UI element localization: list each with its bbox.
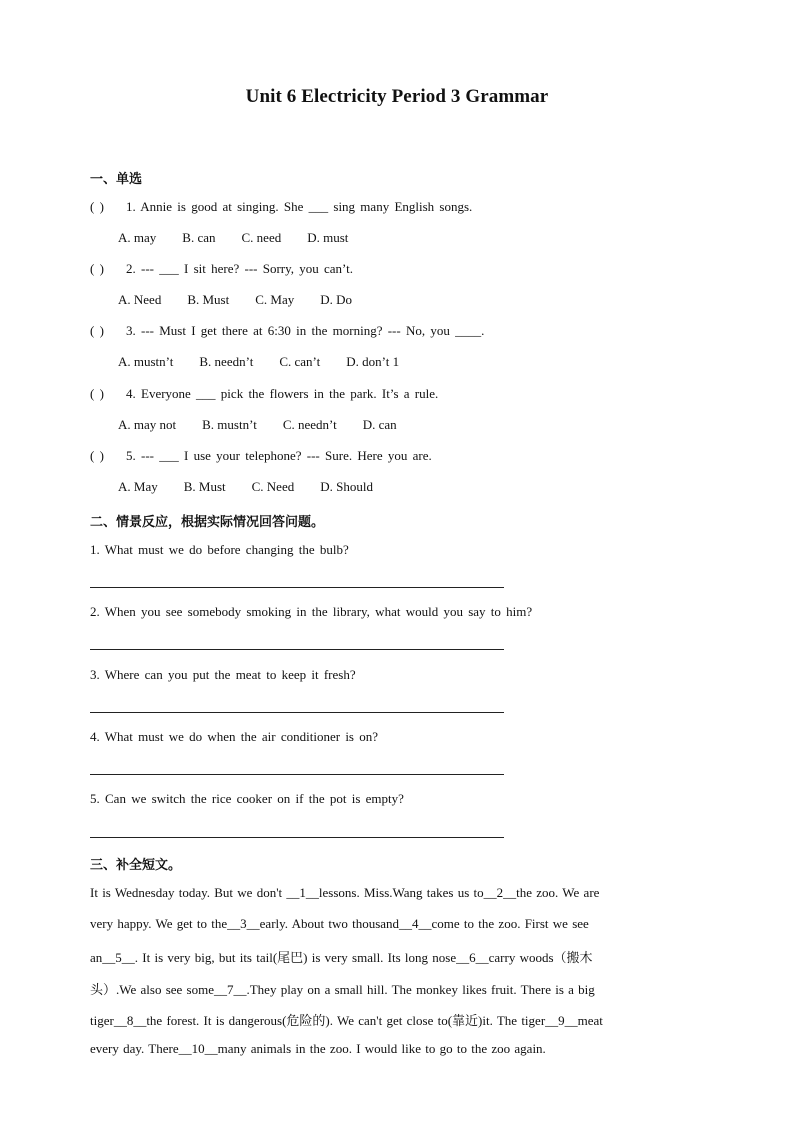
passage-line-6: every day. There__10__many animals in the zoo. I would like to go to the zoo again.: [90, 1041, 546, 1056]
passage-line-1: It is Wednesday today. But we don't __1__lessons. Miss.Wang takes us to__2__the zoo. We are: [90, 885, 600, 900]
page-title: Unit 6 Electricity Period 3 Grammar: [245, 86, 549, 107]
option-b: B. Must: [183, 479, 226, 494]
answer-paren[interactable]: ( ): [90, 448, 104, 463]
answer-line-5[interactable]: [90, 837, 504, 838]
option-a: A. may not: [118, 417, 177, 432]
option-c: C. need: [241, 230, 282, 245]
open-question-2: 2. When you see somebody smoking in the library, what would you say to him?: [90, 604, 533, 619]
answer-line-1[interactable]: [90, 587, 504, 588]
answer-paren[interactable]: ( ): [90, 199, 104, 214]
option-a: A. mustn’t: [118, 354, 174, 369]
question-text: 5. --- ___ I use your telephone? --- Sure. Here you are.: [126, 448, 432, 463]
option-d: D. Do: [320, 292, 353, 307]
question-text: 4. Everyone ___ pick the flowers in the park. It’s a rule.: [126, 386, 439, 401]
option-c: C. Need: [251, 479, 295, 494]
question-3: [90, 323, 484, 339]
question-4: [90, 386, 438, 402]
open-question-4: 4. What must we do when the air conditioner is on?: [90, 729, 379, 744]
option-a: A. may: [118, 230, 157, 245]
open-question-5: 5. Can we switch the rice cooker on if the pot is empty?: [90, 791, 404, 806]
answer-paren[interactable]: ( ): [90, 261, 104, 276]
passage-line-2: very happy. We get to the__3__early. About two thousand__4__come to the zoo. First we see: [90, 916, 589, 931]
question-2: [90, 261, 353, 277]
passage-line-5: tiger__8__the forest. It is dangerous(危险的). We can't get close to(靠近)it. The tiger__9__meat: [90, 1013, 603, 1028]
question-text: 3. --- Must I get there at 6:30 in the morning? --- No, you ____.: [126, 323, 485, 338]
question-text: 1. Annie is good at singing. She ___ sing many English songs.: [126, 199, 473, 214]
question-4-options: [118, 417, 423, 433]
question-5-options: [118, 479, 399, 495]
question-5: [90, 448, 432, 464]
section-3-heading: 三、补全短文。: [90, 858, 182, 873]
option-a: A. May: [118, 479, 158, 494]
question-text: 2. --- ___ I sit here? --- Sorry, you can’t.: [126, 261, 354, 276]
passage-line-4: 头）.We also see some__7__.They play on a small hill. The monkey likes fruit. There is a big: [90, 982, 595, 997]
option-d: D. can: [362, 417, 397, 432]
section-2-heading: 二、情景反应，根据实际情况回答问题。: [90, 515, 325, 530]
question-2-options: [118, 292, 378, 308]
option-d: D. Should: [320, 479, 373, 494]
question-1-options: [118, 230, 374, 246]
question-3-options: [118, 354, 425, 370]
answer-line-4[interactable]: [90, 774, 504, 775]
question-1: [90, 199, 472, 215]
option-c: C. May: [255, 292, 295, 307]
open-question-1: 1. What must we do before changing the bulb?: [90, 542, 349, 557]
option-b: B. needn’t: [199, 354, 254, 369]
option-b: B. mustn’t: [202, 417, 257, 432]
section-1-heading: 一、单选: [90, 172, 143, 187]
answer-line-3[interactable]: [90, 712, 504, 713]
option-c: C. can’t: [279, 354, 321, 369]
answer-paren[interactable]: ( ): [90, 323, 104, 338]
option-a: A. Need: [118, 292, 162, 307]
answer-paren[interactable]: ( ): [90, 386, 104, 401]
option-b: B. Must: [187, 292, 230, 307]
passage-line-3: an__5__. It is very big, but its tail(尾巴) is very small. Its long nose__6__carry woods（搬木: [90, 950, 593, 965]
option-b: B. can: [182, 230, 216, 245]
option-d: D. don’t 1: [346, 354, 400, 369]
option-d: D. must: [307, 230, 349, 245]
option-c: C. needn’t: [282, 417, 337, 432]
answer-line-2[interactable]: [90, 649, 504, 650]
open-question-3: 3. Where can you put the meat to keep it fresh?: [90, 667, 356, 682]
